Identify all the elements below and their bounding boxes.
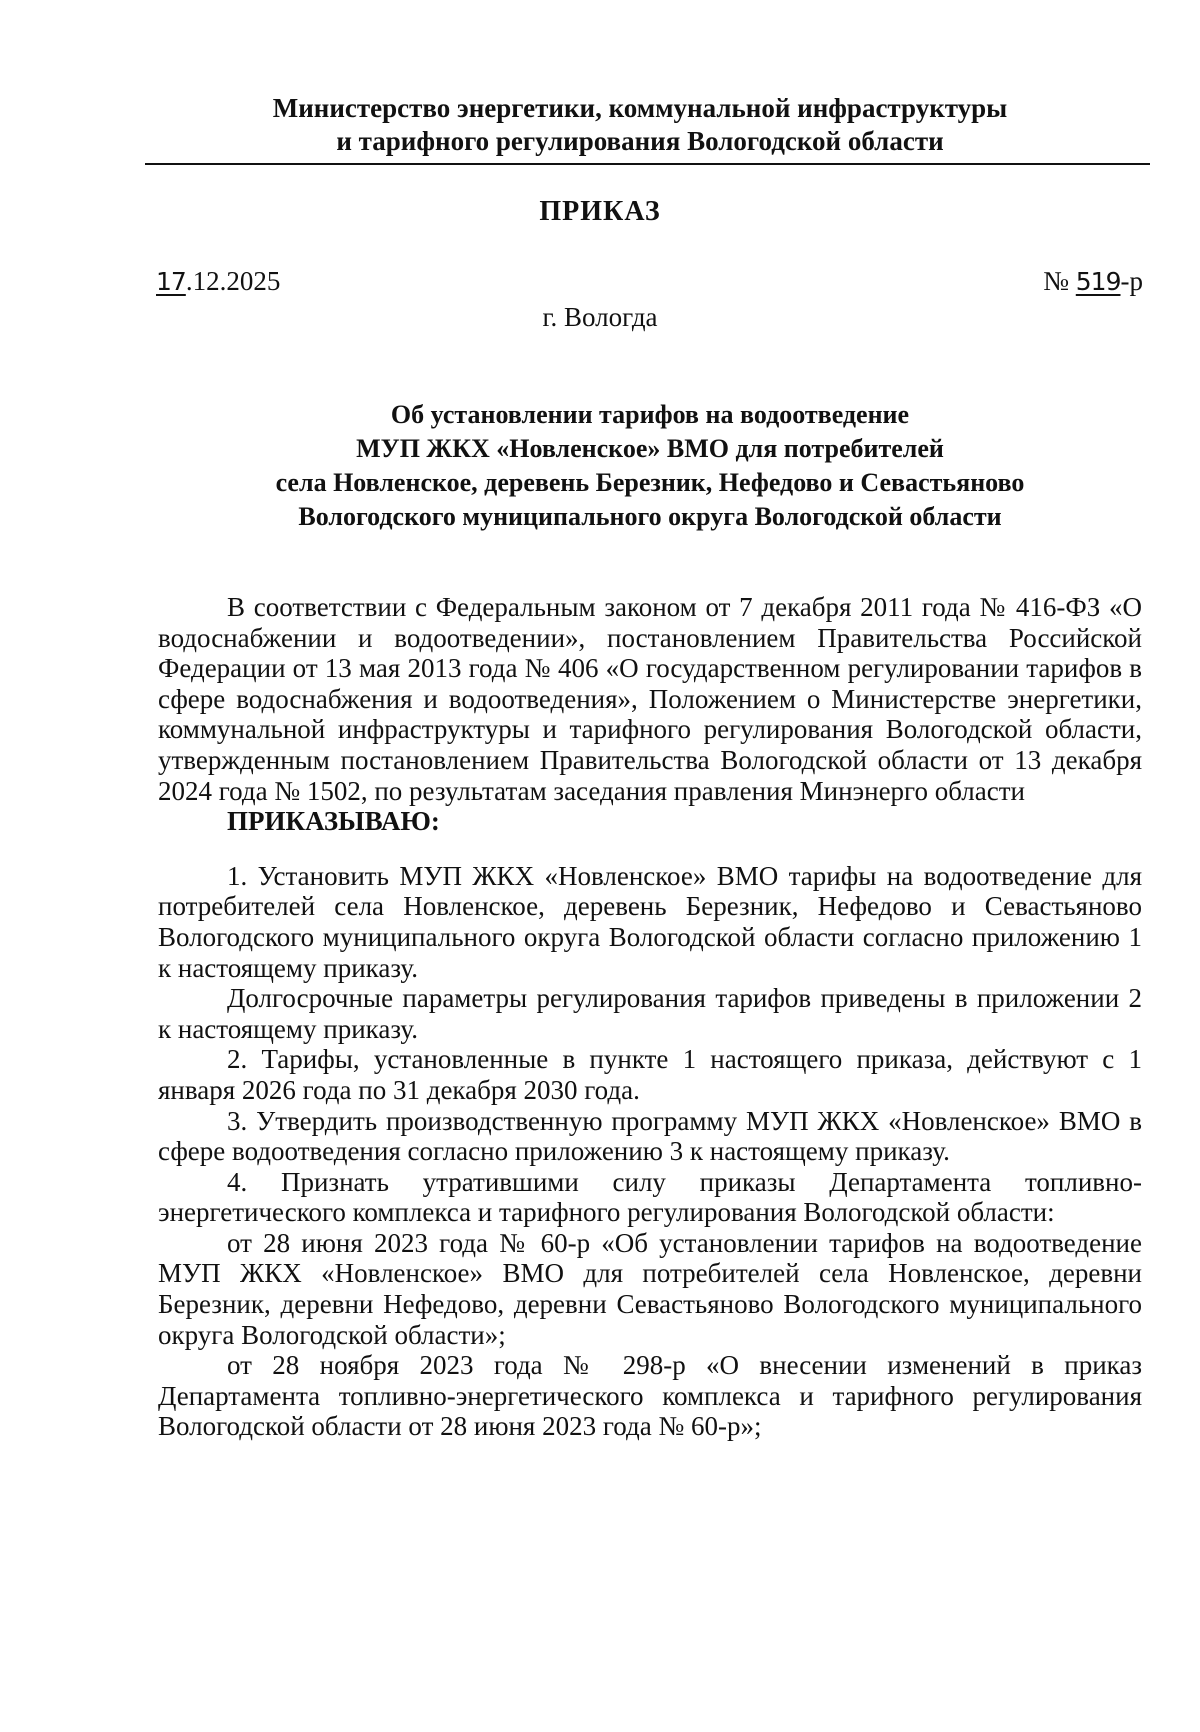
number-handwritten: 519 bbox=[1075, 267, 1121, 296]
ministry-line-1: Министерство энергетики, коммунальной инфраструктуры bbox=[272, 93, 1008, 123]
document-number bbox=[1043, 266, 1143, 297]
item-1-paragraph: 1. Установить МУП ЖКХ «Новленское» ВМО тарифы на водоотведение для потребителей села Новленское, деревень Березник, Нефедово и Севастьяново Вологодского муниципального округа Вологодской области согласно приложению 1 к настоящему приказу. bbox=[158, 860, 1142, 983]
title-line-4: Вологодского муниципального округа Вологодской области bbox=[298, 502, 1002, 531]
ministry-line-2: и тарифного регулирования Вологодской области bbox=[336, 126, 944, 156]
ministry-header bbox=[150, 92, 1130, 158]
document-date bbox=[156, 266, 280, 297]
item-3-paragraph: 3. Утвердить производственную программу МУП ЖКХ «Новленское» ВМО в сфере водоотведения согласно приложению 3 к настоящему приказу. bbox=[158, 1105, 1142, 1167]
order-word: ПРИКАЗЫВАЮ: bbox=[227, 806, 440, 837]
title-line-1: Об установлении тарифов на водоотведение bbox=[390, 400, 910, 429]
document-city: г. Вологда bbox=[542, 302, 658, 332]
date-day-handwritten: 17 bbox=[156, 267, 186, 296]
number-suffix: -р bbox=[1120, 266, 1143, 296]
title-line-2: МУП ЖКХ «Новленское» ВМО для потребителей bbox=[356, 434, 944, 463]
item-1-params-paragraph: Долгосрочные параметры регулирования тарифов приведены в приложении 2 к настоящему приказу. bbox=[158, 983, 1142, 1044]
title-line-3: села Новленское, деревень Березник, Нефедово и Севастьяново bbox=[275, 468, 1025, 497]
document-body bbox=[158, 592, 1142, 1442]
item-2-paragraph: 2. Тарифы, установленные в пункте 1 настоящего приказа, действуют с 1 января 2026 года по 31 декабря 2030 года. bbox=[158, 1044, 1142, 1105]
item-4a-paragraph: от 28 июня 2023 года № 60-р «Об установлении тарифов на водоотведение МУП ЖКХ «Новленское» ВМО для потребителей села Новленское, деревни Березник, деревни Нефедово, деревни Севастьяново Вологодского муниципального округа Вологодской области»; bbox=[158, 1227, 1142, 1350]
preamble-paragraph: В соответствии с Федеральным законом от 7 декабря 2011 года № 416-ФЗ «О водоснабжении и водоотведении», постановлением Правительства Российской Федерации от 13 мая 2013 года № 406 «О государственном регулировании тарифов в сфере водоснабжения и водоотведения», Положением о Министерстве энергетики, коммунальной инфраструктуры и тарифного регулирования Вологодской области, утвержденным постановлением Правительства Вологодской области от 13 декабря 2024 года № 1502, по результатам заседания правления Минэнерго области bbox=[158, 592, 1142, 806]
item-4-paragraph: 4. Признать утратившими силу приказы Департамента топливно-энергетического комплекса и тарифного регулирования Вологодской области: bbox=[158, 1166, 1142, 1228]
header-divider bbox=[145, 163, 1150, 165]
item-4b-paragraph: от 28 ноября 2023 года № 298-р «О внесении изменений в приказ Департамента топливно-энергетического комплекса и тарифного регулирования Вологодской области от 28 июня 2023 года № 60-р»; bbox=[158, 1350, 1142, 1442]
document-type: ПРИКАЗ bbox=[539, 196, 661, 227]
date-month-year: .12.2025 bbox=[185, 266, 281, 296]
number-prefix: № bbox=[1043, 266, 1076, 296]
document-title bbox=[150, 398, 1150, 534]
